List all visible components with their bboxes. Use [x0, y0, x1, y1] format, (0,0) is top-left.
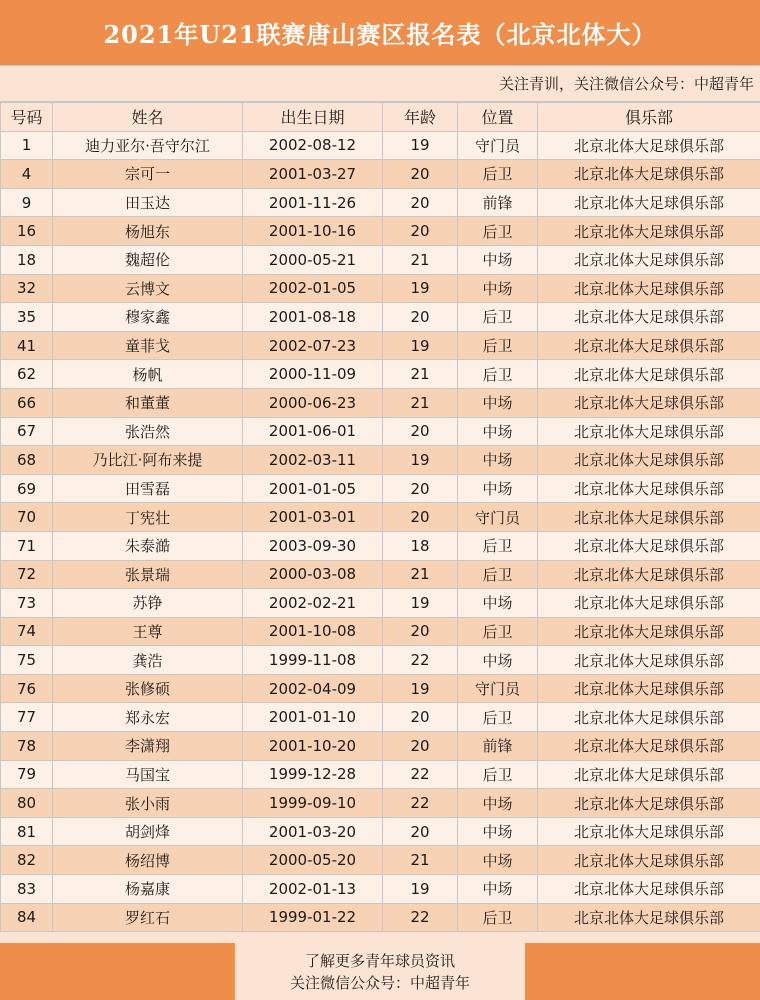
cell-name: 王尊: [53, 617, 243, 646]
cell-birthdate: 2001-08-18: [243, 303, 383, 332]
cell-number: 62: [1, 360, 53, 389]
cell-number: 77: [1, 703, 53, 732]
table-row: [1, 703, 760, 732]
cell-club: 北京北体大足球俱乐部: [538, 646, 760, 675]
cell-position: 中场: [458, 589, 538, 618]
cell-name: 苏铮: [53, 589, 243, 618]
table-row: [1, 131, 760, 160]
cell-name: 乃比江·阿布来提: [53, 446, 243, 475]
cell-birthdate: 2002-01-13: [243, 875, 383, 904]
cell-name: 童菲戈: [53, 331, 243, 360]
cell-club: 北京北体大足球俱乐部: [538, 732, 760, 761]
cell-birthdate: 2002-08-12: [243, 131, 383, 160]
cell-age: 20: [383, 732, 458, 761]
table-row: [1, 903, 760, 932]
cell-age: 20: [383, 417, 458, 446]
cell-number: 69: [1, 474, 53, 503]
cell-name: 杨旭东: [53, 217, 243, 246]
cell-position: 中场: [458, 875, 538, 904]
cell-age: 19: [383, 274, 458, 303]
cell-birthdate: 2002-03-11: [243, 446, 383, 475]
table-row: [1, 560, 760, 589]
cell-name: 朱泰澔: [53, 531, 243, 560]
roster-table: [0, 102, 760, 932]
footer-bar: [0, 943, 760, 1000]
cell-birthdate: 2001-03-01: [243, 503, 383, 532]
cell-club: 北京北体大足球俱乐部: [538, 875, 760, 904]
table-row: [1, 388, 760, 417]
cell-position: 守门员: [458, 131, 538, 160]
cell-number: 81: [1, 817, 53, 846]
cell-age: 19: [383, 674, 458, 703]
table-row: [1, 274, 760, 303]
header-name: 姓名: [53, 103, 243, 132]
cell-position: 中场: [458, 646, 538, 675]
cell-number: 70: [1, 503, 53, 532]
cell-position: 中场: [458, 846, 538, 875]
cell-number: 9: [1, 188, 53, 217]
cell-position: 后卫: [458, 531, 538, 560]
cell-name: 杨嘉康: [53, 875, 243, 904]
table-row: [1, 846, 760, 875]
header-birthdate: 出生日期: [243, 103, 383, 132]
table-row: [1, 160, 760, 189]
cell-club: 北京北体大足球俱乐部: [538, 817, 760, 846]
cell-club: 北京北体大足球俱乐部: [538, 674, 760, 703]
cell-club: 北京北体大足球俱乐部: [538, 331, 760, 360]
cell-age: 19: [383, 875, 458, 904]
cell-number: 66: [1, 388, 53, 417]
cell-birthdate: 1999-11-08: [243, 646, 383, 675]
cell-birthdate: 2001-01-05: [243, 474, 383, 503]
cell-name: 杨绍博: [53, 846, 243, 875]
sheet-title: 2021年U21联赛唐山赛区报名表（北京北体大）: [0, 0, 760, 66]
cell-number: 32: [1, 274, 53, 303]
cell-position: 中场: [458, 789, 538, 818]
cell-club: 北京北体大足球俱乐部: [538, 560, 760, 589]
cell-position: 前锋: [458, 732, 538, 761]
cell-club: 北京北体大足球俱乐部: [538, 131, 760, 160]
cell-birthdate: 2002-04-09: [243, 674, 383, 703]
table-header-row: [1, 103, 760, 132]
cell-age: 20: [383, 474, 458, 503]
cell-age: 20: [383, 188, 458, 217]
cell-birthdate: 2000-11-09: [243, 360, 383, 389]
cell-name: 田雪磊: [53, 474, 243, 503]
cell-club: 北京北体大足球俱乐部: [538, 274, 760, 303]
cell-name: 张浩然: [53, 417, 243, 446]
table-row: [1, 875, 760, 904]
cell-birthdate: 2003-09-30: [243, 531, 383, 560]
table-row: [1, 503, 760, 532]
table-row: [1, 589, 760, 618]
header-age: 年龄: [383, 103, 458, 132]
cell-age: 20: [383, 217, 458, 246]
cell-name: 宗可一: [53, 160, 243, 189]
cell-number: 79: [1, 760, 53, 789]
cell-birthdate: 2001-06-01: [243, 417, 383, 446]
header-club: 俱乐部: [538, 103, 760, 132]
cell-position: 中场: [458, 446, 538, 475]
cell-number: 67: [1, 417, 53, 446]
cell-club: 北京北体大足球俱乐部: [538, 589, 760, 618]
header-position: 位置: [458, 103, 538, 132]
cell-position: 中场: [458, 388, 538, 417]
cell-birthdate: 2001-03-20: [243, 817, 383, 846]
table-row: [1, 531, 760, 560]
cell-number: 18: [1, 245, 53, 274]
table-row: [1, 617, 760, 646]
cell-club: 北京北体大足球俱乐部: [538, 417, 760, 446]
table-row: [1, 817, 760, 846]
cell-age: 19: [383, 131, 458, 160]
cell-birthdate: 2001-10-08: [243, 617, 383, 646]
cell-birthdate: 2001-03-27: [243, 160, 383, 189]
cell-birthdate: 1999-12-28: [243, 760, 383, 789]
cell-position: 后卫: [458, 560, 538, 589]
cell-age: 21: [383, 245, 458, 274]
cell-position: 后卫: [458, 303, 538, 332]
cell-position: 中场: [458, 274, 538, 303]
cell-birthdate: 2001-01-10: [243, 703, 383, 732]
cell-number: 82: [1, 846, 53, 875]
cell-position: 后卫: [458, 160, 538, 189]
cell-birthdate: 2002-07-23: [243, 331, 383, 360]
cell-position: 中场: [458, 245, 538, 274]
cell-club: 北京北体大足球俱乐部: [538, 846, 760, 875]
cell-number: 78: [1, 732, 53, 761]
table-row: [1, 732, 760, 761]
cell-name: 张修硕: [53, 674, 243, 703]
cell-club: 北京北体大足球俱乐部: [538, 703, 760, 732]
cell-age: 20: [383, 617, 458, 646]
table-row: [1, 446, 760, 475]
table-row: [1, 188, 760, 217]
cell-birthdate: 2000-05-20: [243, 846, 383, 875]
cell-club: 北京北体大足球俱乐部: [538, 303, 760, 332]
cell-name: 云博文: [53, 274, 243, 303]
cell-age: 19: [383, 331, 458, 360]
cell-club: 北京北体大足球俱乐部: [538, 388, 760, 417]
cell-club: 北京北体大足球俱乐部: [538, 217, 760, 246]
table-row: [1, 217, 760, 246]
cell-position: 中场: [458, 817, 538, 846]
table-row: [1, 474, 760, 503]
cell-age: 21: [383, 846, 458, 875]
cell-club: 北京北体大足球俱乐部: [538, 446, 760, 475]
table-row: [1, 789, 760, 818]
table-row: [1, 245, 760, 274]
cell-name: 张景瑞: [53, 560, 243, 589]
cell-club: 北京北体大足球俱乐部: [538, 503, 760, 532]
table-row: [1, 331, 760, 360]
cell-age: 21: [383, 388, 458, 417]
cell-name: 田玉达: [53, 188, 243, 217]
cell-name: 郑永宏: [53, 703, 243, 732]
cell-age: 20: [383, 817, 458, 846]
cell-birthdate: 2001-10-16: [243, 217, 383, 246]
cell-name: 胡剑烽: [53, 817, 243, 846]
cell-name: 和董董: [53, 388, 243, 417]
cell-name: 李潇翔: [53, 732, 243, 761]
cell-number: 16: [1, 217, 53, 246]
cell-position: 后卫: [458, 217, 538, 246]
cell-position: 守门员: [458, 674, 538, 703]
table-row: [1, 646, 760, 675]
cell-position: 后卫: [458, 903, 538, 932]
table-row: [1, 360, 760, 389]
header-number: 号码: [1, 103, 53, 132]
cell-birthdate: 2002-01-05: [243, 274, 383, 303]
cell-age: 19: [383, 589, 458, 618]
cell-number: 76: [1, 674, 53, 703]
cell-age: 22: [383, 760, 458, 789]
footer-line-1: 了解更多青年球员资讯: [304, 951, 455, 970]
cell-birthdate: 2001-11-26: [243, 188, 383, 217]
cell-position: 后卫: [458, 703, 538, 732]
cell-number: 4: [1, 160, 53, 189]
footer-line-2: 关注微信公众号：中超青年: [289, 973, 470, 992]
cell-name: 张小雨: [53, 789, 243, 818]
cell-number: 83: [1, 875, 53, 904]
cell-name: 魏超伦: [53, 245, 243, 274]
cell-club: 北京北体大足球俱乐部: [538, 245, 760, 274]
cell-birthdate: 2001-10-20: [243, 732, 383, 761]
cell-name: 丁宪壮: [53, 503, 243, 532]
cell-club: 北京北体大足球俱乐部: [538, 188, 760, 217]
cell-age: 20: [383, 503, 458, 532]
table-row: [1, 674, 760, 703]
cell-number: 80: [1, 789, 53, 818]
cell-birthdate: 1999-09-10: [243, 789, 383, 818]
cell-number: 1: [1, 131, 53, 160]
cell-club: 北京北体大足球俱乐部: [538, 903, 760, 932]
cell-birthdate: 2000-05-21: [243, 245, 383, 274]
cell-club: 北京北体大足球俱乐部: [538, 531, 760, 560]
cell-age: 22: [383, 789, 458, 818]
cell-position: 后卫: [458, 760, 538, 789]
cell-age: 18: [383, 531, 458, 560]
cell-club: 北京北体大足球俱乐部: [538, 789, 760, 818]
cell-age: 19: [383, 446, 458, 475]
cell-name: 马国宝: [53, 760, 243, 789]
cell-birthdate: 2002-02-21: [243, 589, 383, 618]
cell-number: 75: [1, 646, 53, 675]
table-row: [1, 417, 760, 446]
cell-club: 北京北体大足球俱乐部: [538, 360, 760, 389]
table-row: [1, 760, 760, 789]
cell-age: 22: [383, 646, 458, 675]
cell-number: 72: [1, 560, 53, 589]
cell-position: 守门员: [458, 503, 538, 532]
cell-number: 73: [1, 589, 53, 618]
cell-number: 71: [1, 531, 53, 560]
cell-position: 后卫: [458, 331, 538, 360]
cell-age: 21: [383, 560, 458, 589]
cell-age: 22: [383, 903, 458, 932]
cell-number: 68: [1, 446, 53, 475]
sheet-subtitle: 关注青训，关注微信公众号：中超青年: [0, 66, 760, 102]
cell-number: 74: [1, 617, 53, 646]
cell-number: 35: [1, 303, 53, 332]
table-row: [1, 303, 760, 332]
cell-number: 41: [1, 331, 53, 360]
cell-name: 穆家鑫: [53, 303, 243, 332]
cell-birthdate: 1999-01-22: [243, 903, 383, 932]
cell-age: 20: [383, 703, 458, 732]
cell-age: 21: [383, 360, 458, 389]
cell-club: 北京北体大足球俱乐部: [538, 617, 760, 646]
cell-position: 前锋: [458, 188, 538, 217]
cell-position: 后卫: [458, 360, 538, 389]
cell-position: 中场: [458, 474, 538, 503]
footer-box: [235, 943, 525, 1000]
cell-club: 北京北体大足球俱乐部: [538, 760, 760, 789]
roster-body: [1, 131, 760, 932]
cell-name: 迪力亚尔·吾守尔江: [53, 131, 243, 160]
cell-position: 后卫: [458, 617, 538, 646]
cell-position: 中场: [458, 417, 538, 446]
cell-name: 龚浩: [53, 646, 243, 675]
cell-birthdate: 2000-06-23: [243, 388, 383, 417]
cell-club: 北京北体大足球俱乐部: [538, 474, 760, 503]
cell-name: 罗红石: [53, 903, 243, 932]
cell-name: 杨帆: [53, 360, 243, 389]
cell-club: 北京北体大足球俱乐部: [538, 160, 760, 189]
cell-age: 20: [383, 160, 458, 189]
cell-birthdate: 2000-03-08: [243, 560, 383, 589]
cell-number: 84: [1, 903, 53, 932]
cell-age: 20: [383, 303, 458, 332]
